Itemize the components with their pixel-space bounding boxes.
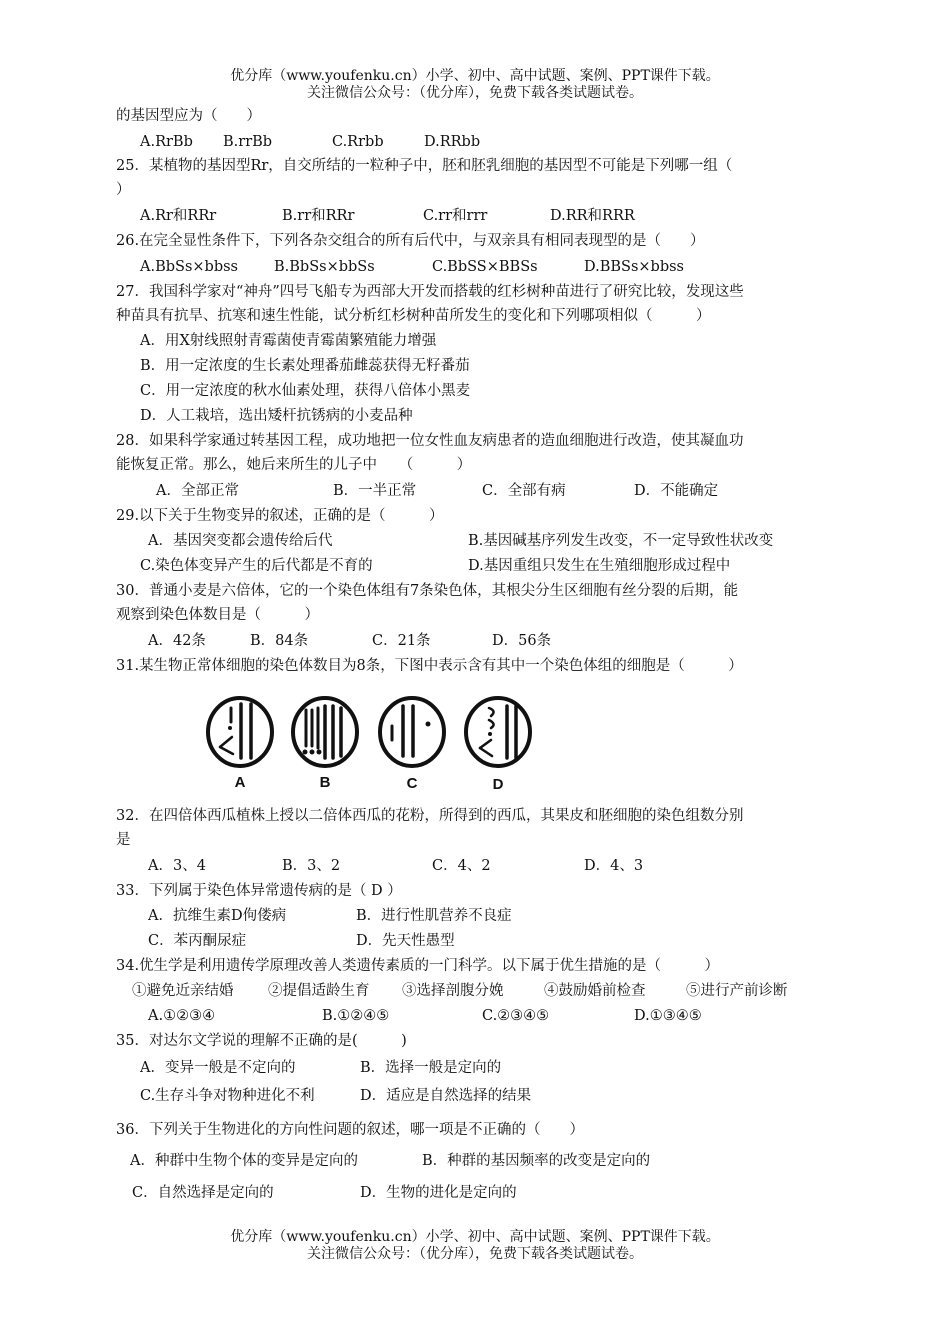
q24-option-c: C.Rrbb [332,134,384,150]
q30-option-c: C．21条 [372,633,431,649]
q33-option-b: B．进行性肌营养不良症 [356,908,512,924]
q34-stem: 34.优生学是利用遗传学原理改善人类遗传素质的一门科学。以下属于优生措施的是（ ） [116,958,720,974]
q34-option-b: B.①②④⑤ [322,1008,390,1024]
q27-stem-line-2: 种苗具有抗旱、抗寒和速生性能，试分析红杉树种苗所发生的变化和下列哪项相似（ ） [116,308,711,324]
q28-stem-line-2: 能恢复正常。那么，她后来所生的儿子中 （ ） [116,457,472,473]
q29-option-d: D.基因重组只发生在生殖细胞形成过程中 [468,558,731,574]
q27-option-d: D．人工栽培，选出矮杆抗锈病的小麦品种 [140,408,413,424]
q29-option-a: A．基因突变都会遗传给后代 [148,533,333,549]
q35-stem: 35．对达尔文学说的理解不正确的是( ) [116,1033,407,1049]
q29-option-c: C.染色体变异产生的后代都是不育的 [140,558,373,574]
q24-option-a: A.RrBb [140,134,193,150]
q35-option-c: C.生存斗争对物种进化不利 [140,1088,315,1104]
q26-option-d: D.BBSs×bbss [584,259,684,275]
q26-stem: 26.在完全显性条件下，下列各杂交组合的所有后代中，与双亲具有相同表现型的是（ ） [116,233,705,249]
q25-option-b: B.rr和RRr [282,208,355,224]
q26-option-a: A.BbSs×bbss [140,259,238,275]
q34-option-a: A.①②③④ [148,1008,216,1024]
page-header [0,68,950,102]
q26-option-b: B.BbSs×bbSs [274,259,375,275]
q32-option-b: B．3、2 [282,858,341,874]
q34-item-5: ⑤进行产前诊断 [686,983,788,999]
q28-stem-line-1: 28．如果科学家通过转基因工程，成功地把一位女性血友病患者的造血细胞进行改造，使其凝血功 [116,433,744,449]
footer-line-1: 优分库（www.youfenku.cn）小学、初中、高中试题、案例、PPT课件下载。 [230,1229,720,1245]
q33-stem: 33．下列属于染色体异常遗传病的是（ D ） [116,883,402,899]
header-line-2: 关注微信公众号：（优分库），免费下载各类试题试卷。 [307,85,643,101]
q34-item-1: ①避免近亲结婚 [132,983,234,999]
q25-stem-line-2: ） [116,182,131,198]
q25-option-d: D.RR和RRR [550,208,635,224]
q34-item-3: ③选择剖腹分娩 [402,983,504,999]
q34-item-2: ②提倡适龄生育 [268,983,370,999]
q27-stem-line-1: 27．我国科学家对“神舟”四号飞船专为西部大开发而搭载的红杉树种苗进行了研究比较，发现这些 [116,284,744,300]
q32-stem-line-1: 32．在四倍体西瓜植株上授以二倍体西瓜的花粉，所得到的西瓜，其果皮和胚细胞的染色组数分别 [116,808,744,824]
q29-option-b: B.基因碱基序列发生改变，不一定导致性状改变 [468,533,774,549]
q31-cell-figure-svg [206,690,546,800]
q35-option-b: B．选择一般是定向的 [360,1060,502,1076]
cell-c-drawing [380,698,444,766]
cell-label-b: B [319,774,331,791]
q34-option-c: C.②③④⑤ [482,1008,550,1024]
page-footer [0,1229,950,1263]
q24-option-d: D.RRbb [424,134,481,150]
q33-option-d: D．先天性愚型 [356,933,455,949]
q25-option-a: A.Rr和RRr [140,208,217,224]
q36-option-d: D．生物的进化是定向的 [360,1185,517,1201]
q30-option-d: D．56条 [492,633,552,649]
q35-option-d: D．适应是自然选择的结果 [360,1088,532,1104]
q36-option-c: C．自然选择是定向的 [132,1185,274,1201]
q33-option-c: C．苯丙酮尿症 [148,933,247,949]
q26-option-c: C.BbSS×BBSs [432,259,538,275]
q34-option-d: D.①③④⑤ [634,1008,702,1024]
cell-label-d: D [492,776,504,793]
q30-stem-line-2: 观察到染色体数目是（ ） [116,607,319,623]
q36-option-b: B．种群的基因频率的改变是定向的 [422,1153,651,1169]
q32-option-a: A．3、4 [148,858,206,874]
q27-option-c: C．用一定浓度的秋水仙素处理，获得八倍体小黑麦 [140,383,471,399]
q34-item-4: ④鼓励婚前检查 [544,983,646,999]
q28-option-c: C．全部有病 [482,483,566,499]
q28-option-d: D．不能确定 [634,483,719,499]
q36-option-a: A．种群中生物个体的变异是定向的 [130,1153,358,1169]
cell-label-c: C [406,775,418,792]
q27-option-a: A．用X射线照射青霉菌使青霉菌繁殖能力增强 [140,333,437,349]
cell-d-drawing [466,698,530,766]
header-line-1: 优分库（www.youfenku.cn）小学、初中、高中试题、案例、PPT课件下载。 [230,68,720,84]
q27-option-b: B．用一定浓度的生长素处理番茄雌蕊获得无籽番茄 [140,358,470,374]
cell-b-drawing [293,698,357,766]
q32-stem-line-2: 是 [116,832,131,848]
q32-option-d: D．4、3 [584,858,644,874]
q25-stem-line-1: 25．某植物的基因型Rr，自交所结的一粒种子中，胚和胚乳细胞的基因型不可能是下列哪一组（ [116,158,733,174]
q29-stem: 29.以下关于生物变异的叙述，正确的是（ ） [116,508,444,524]
q35-option-a: A．变异一般是不定向的 [140,1060,296,1076]
q30-option-a: A．42条 [148,633,206,649]
q30-stem-line-1: 30．普通小麦是六倍体，它的一个染色体组有7条染色体，其根尖分生区细胞有丝分裂的后期，能 [116,583,739,599]
q36-stem: 36．下列关于生物进化的方向性问题的叙述，哪一项是不正确的（ ） [116,1122,584,1138]
q28-option-a: A．全部正常 [156,483,239,499]
q33-option-a: A．抗维生素D佝偻病 [148,908,287,924]
q24-stem-tail: 的基因型应为（ ） [116,108,261,124]
cell-label-a: A [234,774,246,791]
q31-cell-figure [206,690,546,800]
q31-stem: 31.某生物正常体细胞的染色体数目为8条，下图中表示含有其中一个染色体组的细胞是（ ） [116,658,743,674]
footer-line-2: 关注微信公众号：（优分库），免费下载各类试题试卷。 [307,1246,643,1262]
cell-a-drawing [208,698,272,766]
q28-option-b: B．一半正常 [333,483,417,499]
q24-option-b: B.rrBb [223,134,273,150]
q32-option-c: C．4、2 [432,858,491,874]
q25-option-c: C.rr和rrr [423,208,488,224]
q30-option-b: B．84条 [250,633,309,649]
